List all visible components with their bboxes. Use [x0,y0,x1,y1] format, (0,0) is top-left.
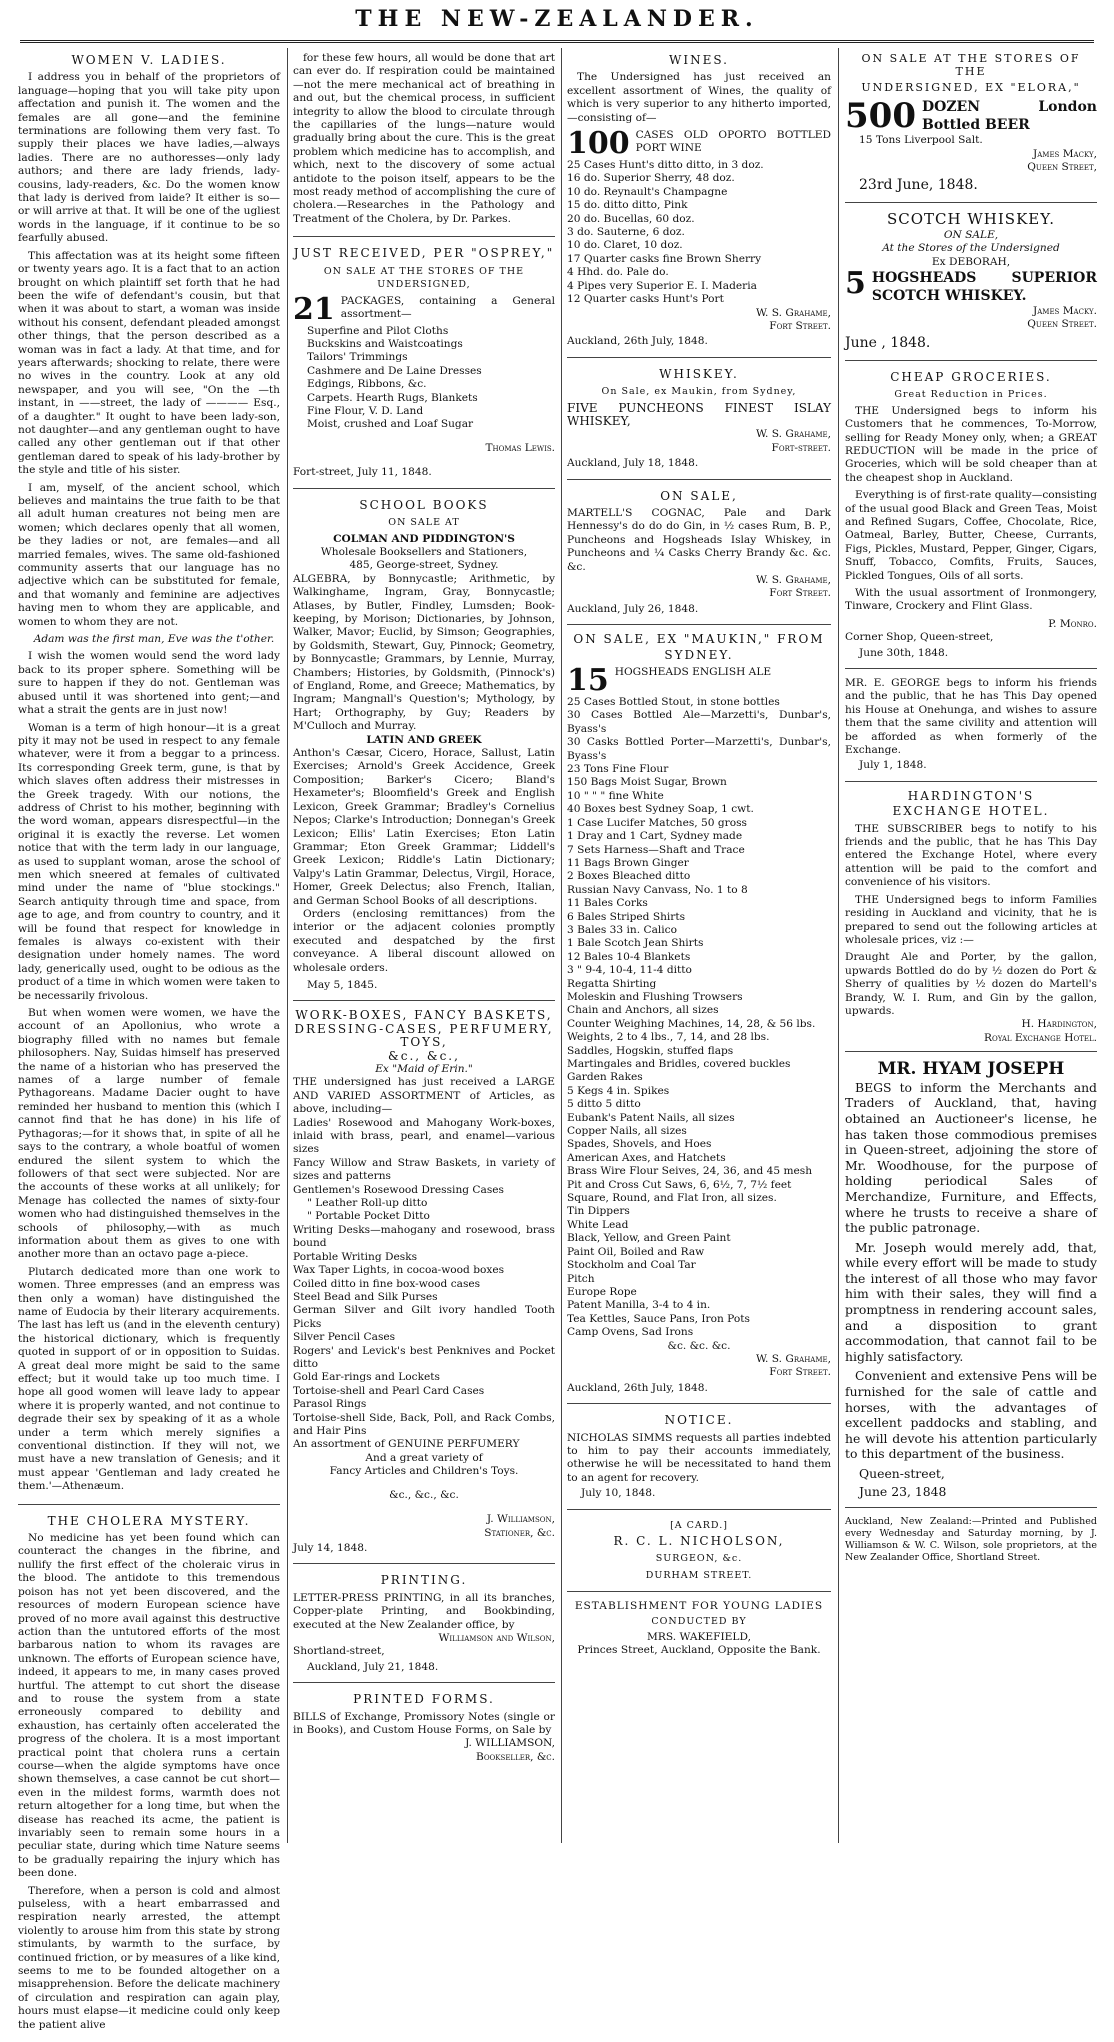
maukin-ad [567,629,831,1404]
cholera-article [18,1509,280,2042]
signature: Williamson and Wilson, [438,1632,555,1645]
list-item: Black, Yellow, and Green Paint [567,1232,731,1245]
list-item: 3 " 9-4, 10-4, 11-4 ditto [567,964,692,977]
ad-title: &c., &c., [388,1048,460,1063]
list-item: Pit and Cross Cut Saws, 6, 6½, 7, 7½ feet [567,1178,792,1191]
dateline: June 30th, 1848. [859,646,949,659]
list-item: 25 Cases Bottled Stout, in stone bottles [567,696,780,709]
list-item: American Axes, and Hatchets [567,1151,726,1164]
list-item: 23 Tons Fine Flour [567,763,669,776]
ad-number: 15 [567,663,609,699]
ad-intro: The Undersigned has just received an excellent assortment of Wines, the quality of which is very superior to any hitherto imported,—consisting of— [567,71,831,124]
ad-subtitle: At the Stores of the Undersigned [882,242,1060,255]
list-item: Portable Writing Desks [293,1250,418,1263]
card-address: DURHAM STREET. [645,1569,753,1581]
dateline: July 14, 1848. [293,1542,368,1554]
list-item: 30 Cases Bottled Ale—Marzetti's, Dunbar's, Byass's [567,709,831,735]
list-item: Brass Wire Flour Seives, 24, 36, and 45 mesh [567,1165,813,1178]
teacher-name: MRS. WAKEFIELD, [647,1631,751,1644]
paragraph: Draught Ale and Porter, by the gallon, upwards Bottled do do by ½ dozen do Port & Sherry of qualities by ½ dozen do Martell's Brandy, W. I. Rum, and Gin by the gallon, upwards. [845,951,1097,1017]
list-item: Tea Kettles, Sauce Pans, Iron Pots [567,1312,750,1325]
column-2 [293,48,555,1843]
ad-subtitle: ON SALE, [943,228,999,241]
wines-ad [567,48,831,358]
ad-title: PRINTING. [380,1573,468,1588]
list-item: Regatta Shirting [567,977,657,990]
list-item: 4 Pipes very Superior E. I. Maderia [567,279,757,292]
paragraph: This affectation was at its height some fifteen or twenty years ago. It is a fact that to an action brought on which plaintiff set forth that he had been the wife of defendant's cousin, but that when it was about to start, a woman was inside without his consent, defendant pleaded amongst other things, that the person described as a woman was in fact a lady. At that time, and for years afterwards; shocking to relate, there were no wives in the country. Look at any old newspaper, and you will see, "On the —th instant, in ——street, the lady of ———— Esq., of a daughter." It ought to have been lady-son, not daughter—and any gentleman ought to have called any other gentleman out if that other gentleman dared to speak of his lady-brother by the style and title of his sister. [18,249,280,477]
cognac-ad [567,484,831,626]
ad-title: UNDERSIGNED, EX "ELORA," [861,80,1081,94]
list-item: Fancy Articles and Children's Toys. [329,1465,519,1478]
list-item: Coiled ditto in fine box-wood cases [293,1277,481,1290]
list-item: Tin Dippers [567,1205,630,1218]
scotch-whiskey-ad [845,207,1097,360]
notice-ad [567,1408,831,1509]
list-item: 10 do. Reynault's Champagne [567,185,728,198]
list-item: And a great variety of [365,1451,483,1464]
list-item: Square, Round, and Flat Iron, all sizes. [567,1192,777,1205]
list-item: Weights, 2 to 4 lbs., 7, 14, and 28 lbs. [567,1031,770,1044]
list-item: 150 Bags Moist Sugar, Brown [567,776,727,789]
ad-subtitle: ON SALE AT THE STORES OF THE UNDERSIGNED, [323,265,525,291]
printing-ad [293,1568,555,1683]
list-item: " Leather Roll-up ditto [307,1197,428,1210]
paragraph: Therefore, when a person is cold and almost pulseless, with a heart embarrassed and respiration nearly arrested, the attempt violently to arouse him from this state by strong stimulants, by warmth to the surface, by continued friction, or by measures of a like kind, seems to me to be founded altogether on a misapprehension. Before the delicate machinery of circulation and respiration can again play, hours must elapse—it medicine could only keep the patient alive [18,1884,280,2031]
paragraph: Mr. Joseph would merely add, that, while every effort will be made to study the interest of all those who may favor him with their sales, they will find a promptness in rendering account sales, and a disposition to grant accommodation, that cannot fail to be highly satisfactory. [845,1239,1097,1364]
list-item: Chain and Anchors, all sizes [567,1004,719,1017]
address: Princes Street, Auckland, Opposite the Bank. [577,1644,821,1657]
ad-title: PRINTED FORMS. [353,1692,495,1707]
list-item: Garden Rakes [567,1071,643,1084]
osprey-ad [293,241,555,488]
ad-title: ON SALE, EX "MAUKIN," FROM [573,632,825,647]
list-item: Camp Ovens, Sad Irons [567,1326,694,1339]
column-rule [561,48,562,1843]
ad-title: HARDINGTON'S [907,788,1035,803]
list-item: Ladies' Rosewood and Mahogany Work-boxes, inlaid with brass, pearl, and enamel—various sizes [293,1116,555,1156]
list-item: Europe Rope [567,1285,637,1298]
list-item: 5 Kegs 4 in. Spikes [567,1084,670,1097]
paragraph: THE Undersigned begs to inform Families residing in Auckland and vicinity, that he is prepared to send out the following articles at wholesale prices, viz :— [845,893,1097,946]
ad-title: ON SALE AT THE STORES OF THE [861,52,1081,79]
signature: Royal Exchange Hotel. [984,1031,1097,1044]
list-item: 2 Boxes Bleached ditto [567,870,691,883]
list-item: Pitch [567,1272,595,1285]
list-item: 6 Bales Striped Shirts [567,910,686,923]
list-item: Rogers' and Levick's best Penknives and Pocket ditto [293,1344,555,1370]
ad-title: ESTABLISHMENT FOR YOUNG LADIES [574,1600,824,1613]
list-item: Tortoise-shell and Pearl Card Cases [293,1384,485,1397]
list-item: 25 Cases Hunt's ditto ditto, in 3 doz. [567,159,764,172]
list-item: Fancy Willow and Straw Baskets, in variety of sizes and patterns [293,1156,555,1183]
ad-body: FIVE PUNCHEONS FINEST ISLAY WHISKEY, [567,400,831,428]
list-item: Wax Taper Lights, in cocoa-wood boxes [293,1264,505,1277]
list-item: Martingales and Bridles, covered buckles [567,1058,791,1070]
list-item: Superfine and Pilot Cloths [307,324,449,337]
article-title: WOMEN V. LADIES. [71,53,227,67]
ad-title: JUST RECEIVED, PER "OSPREY," [293,246,555,261]
list-item: Copper Nails, all sizes [567,1125,687,1138]
ad-head: DOZEN London Bottled BEER [921,99,1097,134]
ad-body: BILLS of Exchange, Promissory Notes (single or in Books), and Custom House Forms, on Sale by [293,1710,555,1737]
card-ad [567,1514,831,1593]
dateline: June , 1848. [845,334,931,351]
place: Queen-street, [859,1466,945,1481]
ad-body: Orders (enclosing remittances) from the interior or the adjacent colonies promptly executed and despatched by the first conveyance. A liberal discount allowed on wholesale orders. [293,907,555,974]
signature: W. S. Grahame, [756,1352,831,1365]
ad-title: WORK-BOXES, FANCY BASKETS, [295,1008,553,1023]
signature: James Macky, [1032,147,1097,160]
ad-body: NICHOLAS SIMMS requests all parties indebted to him to pay their accounts immediately, otherwise he will be necessitated to hand them to an agent for recovery. [567,1431,831,1484]
list-item: Eubank's Patent Nails, all sizes [567,1111,735,1124]
paragraph: But when women were women, we have the account of an Apollonius, who wrote a biography filled with no names but female philosophers. Nay, Suidas himself has preserved the name of a historian who has preserved the names of a large number of female Pythagoreans. Madame Dacier ought to have reminded her husband to mention this (which I cannot find that he has done) in his life of Pythagoras;—for it shows that, in spite of all he says to the contrary, a whole boatful of women endured the silent system to which the followers of that sect were subjected. Nor are the accounts of these works at all unlikely; for Menage has collected the names of sixty-four women who had distinguished themselves in the schools of philosophy,—with as much information about them as gives to one with another more than an octavo page a-piece. [18,1007,280,1261]
list-item: Carpets. Hearth Rugs, Blankets [307,391,478,404]
ad-number: 500 [845,96,916,137]
signature: W. S. Grahame, [756,428,831,441]
ad-title: WINES. [669,53,729,67]
dateline: July 10, 1848. [581,1487,656,1500]
list-item: German Silver and Gilt ivory handled Tooth Picks [293,1304,555,1330]
signature: P. Monro. [1048,617,1097,630]
ad-title: MR. HYAM JOSEPH [877,1059,1065,1080]
list-item: 16 do. Superior Sherry, 48 doz. [567,172,735,185]
list-item: Spades, Shovels, and Hoes [567,1138,712,1151]
list-item: Tailors' Trimmings [307,351,408,364]
list-item: 12 Bales 10-4 Blankets [567,950,691,963]
list-item: 3 do. Sauterne, 6 doz. [567,226,685,239]
school-books-ad [293,493,555,1002]
list-item: 10 " " " fine White [567,789,664,802]
ship-name: Ex DEBORAH, [931,255,1011,268]
printed-forms-ad [293,1687,555,1770]
ad-body: Anthon's Cæsar, Cicero, Horace, Sallust, Latin Exercises; Arnold's Greek Accidence, Greek Composition; Barker's Cicero; Bland's Hexameter's; Bloomfield's Greek and English Lexicon, Greek Grammar; Bradley's Cornelius Nepos; Clarke's Introduction; Donnegan's Greek Lexicon; Ellis' Latin Exercises; Eton Latin Grammar; Eton Greek Grammar; Liddell's Greek Lexicon; Riddle's Latin Dictionary; Valpy's Latin Grammar, Delectus, Virgil, Horace, Homer, Greek Delectus; also French, Italian, and German School Books of all descriptions. [293,747,555,907]
list-item: Edgings, Ribbons, &c. [307,378,427,391]
verse: Adam was the first man, Eve was the t'other. [33,633,275,646]
list-item: Silver Pencil Cases [293,1331,396,1344]
dateline: Auckland, July 21, 1848. [307,1660,439,1673]
george-ad [845,673,1097,782]
signature: Bookseller, &c. [476,1750,555,1763]
list-item: Gold Ear-rings and Lockets [293,1371,440,1384]
signature: W. S. Grahame, [756,574,831,586]
list-item: Moleskin and Flushing Trowsers [567,990,743,1003]
work-boxes-ad [293,1005,555,1564]
women-article [18,48,280,1505]
etc: &c., &c., &c. [389,1489,459,1502]
item-list [567,159,831,306]
item-list [293,1117,555,1479]
ad-body: MR. E. GEORGE begs to inform his friends and the public, that he has This Day opened his House at Onehunga, and wishes to assure them that the same civility and attention will be afforded as when formerly of the Exchange. [845,677,1097,757]
article-title: THE CHOLERA MYSTERY. [47,1513,251,1528]
list-item: Saddles, Hogskin, stuffed flaps [567,1044,734,1057]
list-item: 40 Boxes best Sydney Soap, 1 cwt. [567,803,754,816]
ad-title: WHISKEY. [659,366,739,381]
list-item: Parasol Rings [293,1398,367,1411]
paragraph: No medicine has yet been found which can counteract the changes in the fibrine, and nullify the first effect of the choleraic virus in the blood. The antidote to this tremendous poison has not yet been discovered, and the resources of modern European science have proved of no more avail against this destructive action than the untutored efforts of the most barbarous nation to whom its ravages are unknown. The efforts of European science have, indeed, it appears to me, in many cases proved hurtful. The attempt to cut short the disease and to rouse the system from a state erroneously compared to debility and exhaustion, has certainly often accelerated the progress of the cholera. It is a most important practical point that cholera runs a certain course—when the algide symptoms have once shown themselves, a case cannot be cut short—even in the mildest forms, warmth does not return altogether for a long time, but when the disease has reached its acme, the patient is invariably seen to remain some hours in a peculiar state, during which time Nature seems to be gradually repairing the injury which has been done. [18,1532,280,1880]
ad-number: 5 [845,266,866,302]
list-item: " Portable Pocket Ditto [307,1210,430,1223]
young-ladies-ad [567,1596,831,1664]
signature: Stationer, &c. [484,1526,555,1539]
list-item: Stockholm and Coal Tar [567,1259,696,1272]
list-item: 3 Bales 33 in. Calico [567,923,677,936]
ad-line: 15 Tons Liverpool Salt. [859,134,983,147]
list-item: 1 Case Lucifer Matches, 50 gross [567,816,747,829]
signature: J. WILLIAMSON, [465,1737,555,1750]
paragraph: With the usual assortment of Ironmongery, Tinware, Crockery and Flint Glass. [845,586,1097,613]
list-item: Paint Oil, Boiled and Raw [567,1245,705,1258]
signature: Fort Street. [769,587,831,600]
list-item: 1 Bale Scotch Jean Shirts [567,937,704,950]
paragraph: THE Undersigned begs to inform his Customers that he commences, To-Morrow, selling for Ready Money only, when; a GREAT REDUCTION will be made in the price of Groceries, which will be sold cheaper than at the cheapest shop in Auckland. [845,404,1097,484]
ship-name: Ex "Maid of Erin." [375,1063,473,1075]
list-item: An assortment of GENUINE PERFUMERY [293,1438,520,1451]
signature: W. S. Grahame, [756,306,831,319]
signature: Thomas Lewis. [485,442,555,455]
list-item: Russian Navy Canvass, No. 1 to 8 [567,883,748,896]
paragraph: Convenient and extensive Pens will be furnished for the sale of cattle and horses, with the advantages of excellent paddocks and stabling, and he will devote his attention particularly to this department of the business. [845,1368,1097,1462]
dateline: May 5, 1845. [307,978,378,991]
ad-title: NOTICE. [664,1413,734,1428]
column-1 [18,48,280,2031]
signature: H. Hardington, [1021,1018,1097,1031]
paragraph: I wish the women would send the word lady back to its proper sphere. Something will be sure to happen if they do not. Gentleman was abused until it was shortened into gent;—and what a strait the gents are in just now! [18,650,280,717]
signature: J. Williamson, [486,1513,555,1526]
signature: Queen Street, [1027,161,1097,174]
list-item: 4 Hhd. do. Pale do. [567,266,669,279]
paragraph: I am, myself, of the ancient school, which believes and maintains the true faith to be that all adult human creatures not being men are women; which declares openly that all women, be they ladies or not, are females—and all married females, wives. The same old-fashioned community asserts that our language has no adjective which can be substituted for female, and that womanly and feminine are adjectives having men to whom they are applicable, and women to whom they are not. [18,481,280,628]
ad-subtitle: CONDUCTED BY [651,1615,747,1627]
dateline: 23rd June, 1848. [859,177,978,194]
ad-intro: PACKAGES, containing a General assortment— [340,294,555,320]
dateline: June 23, 1848 [859,1483,947,1499]
hotel-ad [845,786,1097,1052]
list-item: Gentlemen's Rosewood Dressing Cases [293,1183,504,1196]
place: Shortland-street, [293,1645,385,1658]
section-title: LATIN AND GREEK [366,733,482,746]
list-item: White Lead [567,1218,629,1231]
ad-title: CHEAP GROCERIES. [890,369,1052,384]
dateline: Auckland, July 18, 1848. [567,457,699,470]
elora-ad [845,48,1097,203]
paragraph: THE SUBSCRIBER begs to notify to his friends and the public, that he has This Day entered the Exchange Hotel, where every attention will be paid to the comfort and convenience of his visitors. [845,822,1097,889]
list-item: &c. &c. &c. [667,1339,731,1352]
ad-title: ON SALE, [660,488,738,503]
list-item: Counter Weighing Machines, 14, 28, & 56 lbs. [567,1017,816,1030]
paragraph: Woman is a term of high honour—it is a great pity it may not be used in respect to any female whatever, were it from a beggar to a princess. Its corresponding Greek term, gune, is that by which slaves often address their mistresses in the Greek tragedy. With our notions, the address of Christ to his mother, beginning with the word woman, appears disrespectful—in the original it is exactly the reverse. Let women notice that with the term lady in our language, as used to supplant woman, arose the school of men which sneered at females of cultivated mind under the name of "blue stockings." Search antiquity through time and space, from age to age, and from country to country, and it will be found that respect for knowledge in females is always co-existent with their designation under homely names. The word lady, generically used, ought to be odious as the product of a time in which women were taken to be necessarily frivolous. [18,721,280,1002]
list-item: Buckskins and Waistcoatings [307,337,463,350]
ad-number: 100 [567,126,630,162]
address: 485, George-street, Sydney. [349,559,499,572]
signature: Fort Street. [769,319,831,332]
dateline: Auckland, July 26, 1848. [567,602,699,615]
paragraph: I address you in behalf of the proprietors of language—hoping that you will take pity upon affectation and punish it. The women and the females are all gone—and the feminine terminations are following them very fast. To supply their places we have ladies,—always ladies. There are no authoresses—only lady authors; and there are lady friends, lady-cousins, lady-readers, &c. Do the women know that lady is derived from laide? It either is so—or will arrive at that. It will be one of the ugliest words in the language, if it continue to be so fearfully abused. [18,71,280,245]
ad-subtitle: ON SALE AT [388,517,460,529]
ad-number: 21 [293,291,335,327]
ad-title: SYDNEY. [664,647,734,662]
ad-head: HOGSHEADS SUPERIOR SCOTCH WHISKEY. [871,270,1097,305]
groceries-ad [845,365,1097,669]
ad-subtitle: On Sale, ex Maukin, from Sydney, [601,386,797,398]
ad-title: DRESSING-CASES, PERFUMERY, TOYS, [294,1021,554,1050]
card-label: [A CARD.] [670,1519,728,1531]
list-item: Patent Manilla, 3-4 to 4 in. [567,1299,711,1312]
joseph-ad [845,1056,1097,1508]
list-item: Tortoise-shell Side, Back, Poll, and Rack Combs, and Hair Pins [293,1411,555,1437]
dateline: Fort-street, July 11, 1848. [293,466,432,479]
list-item: Cashmere and De Laine Dresses [307,364,482,377]
imprint-text: Auckland, New Zealand:—Printed and Published every Wednesday and Saturday morning, by J. Williamson & W. C. Wilson, sole proprietors, at the New Zealander Office, Shortland Street. [845,1516,1097,1564]
place: Corner Shop, Queen-street, [845,631,994,644]
address: Wholesale Booksellers and Stationers, [320,545,528,558]
list-item: 15 do. ditto ditto, Pink [567,199,688,212]
paragraph: for these few hours, all would be done that art can ever do. If respiration could be maintained—not the mere mechanical act of breathing in and out, but the chemical process, in sufficient integrity to allow the blood to circulate through the capillaries of the lungs—nature would gradually bring about the cure. This is the great problem which medicine has to accomplish, and which, next to the discovery of some actual antidote to the poison itself, appears to be the most ready method of accomplishing the cure of cholera.—Researches in the Pathology and Treatment of the Cholera, by Dr. Parkes. [293,52,555,225]
paragraph: BEGS to inform the Merchants and Traders of Auckland, that, having obtained an Auctioneer's license, he has taken those commodious premises in Queen-street, adjoining the store of Mr. Woodhouse, for the purpose of holding periodical Sales of Merchandize, Furniture, and Effects, where he trusts to receive a share of the public patronage. [845,1079,1097,1236]
list-item: 5 ditto 5 ditto [567,1098,641,1111]
masthead: THE NEW-ZEALANDER. [20,6,1094,43]
list-item: 11 Bales Corks [567,897,648,910]
card-role: SURGEON, &c. [655,1553,743,1565]
dateline: Auckland, 26th July, 1848. [567,1381,708,1394]
list-item: Writing Desks—mahogany and rosewood, brass bound [293,1223,555,1250]
ad-title: SCHOOL BOOKS [359,497,489,512]
card-name: R. C. L. NICHOLSON, [613,1534,785,1548]
list-item: Moist, crushed and Loaf Sugar [307,418,474,431]
column-rule [838,48,839,1843]
list-item: 1 Dray and 1 Cart, Sydney made [567,830,743,843]
ad-body: ALGEBRA, by Bonnycastle; Arithmetic, by Walkinghame, Ingram, Gray, Bonnycastle; Atlases, by Butler, Findley, Lumsden; Book-keeping, by Morison; Dictionaries, by Johnson, Walker, Mavor; Euclid, by Simson; Geographies, by Goldsmith, Stewart, Guy, Pinnock; Geometry, by Bonnycastle; Grammars, by Lennie, Murray, Chambers; Histories, by Goldsmith, (Pinnock's) of England, Rome, and Greece; Mathematics, by Ingram; Mangnall's Question's; Mythology, by Hart; Orthography, by Guy; Readers by M'Culloch and Murray. [293,572,555,733]
ad-subtitle: Great Reduction in Prices. [894,389,1048,401]
signature: Fort Street. [769,1366,831,1379]
signature: James Macky. [1032,305,1097,318]
firm-name: COLMAN AND PIDDINGTON'S [333,532,515,545]
list-item: 20 do. Bucellas, 60 doz. [567,212,695,225]
item-list [293,325,555,432]
imprint [845,1512,1097,1570]
column-3 [567,48,831,1843]
ad-intro: THE undersigned has just received a LARGE AND VARIED ASSORTMENT of Articles, as above, including— [293,1076,555,1116]
list-item: Fine Flour, V. D. Land [307,404,424,417]
paragraph: Everything is of first-rate quality—consisting of the usual good Black and Green Teas, Moist and Refined Sugars, Coffee, Chocolate, Rice, Oatmeal, Barley, Butter, Cheese, Currants, Figs, Pickles, Mustard, Pepper, Ginger, Cigars, Snuff, Tobacco, Comfits, Fruits, Sauces, Pickled Tongues, Oils of all sorts. [845,489,1097,582]
ad-body: LETTER-PRESS PRINTING, in all its branches, Copper-plate Printing, and Bookbinding, executed at the New Zealander office, by [293,1591,555,1631]
ad-head: HOGSHEADS ENGLISH ALE [614,666,772,679]
list-item: 17 Quarter casks fine Brown Sherry [567,252,762,265]
dateline: July 1, 1848. [859,759,927,772]
signature: Fort-street. [771,441,831,454]
column-4 [845,48,1097,1843]
cholera-continued [293,48,555,237]
ad-title: SCOTCH WHISKEY. [887,210,1055,229]
whiskey-ad [567,362,831,480]
list-item: 7 Sets Harness—Shaft and Trace [567,843,745,856]
ad-head: CASES OLD OPORTO BOTTLED PORT WINE [635,129,831,155]
column-rule [287,48,288,1843]
dateline: Auckland, 26th July, 1848. [567,335,708,348]
ad-title: EXCHANGE HOTEL. [892,804,1050,819]
list-item: Steel Bead and Silk Purses [293,1290,438,1303]
item-list [567,696,831,1353]
paragraph: Plutarch dedicated more than one work to women. Three empresses (and an empress was then only a woman) have distinguished the name of Eudocia by their literary acquirements. The last has left us (and in the eleventh century) the historical dictionary, which is frequently quoted in support of or in opposition to Suidas. A great deal more might be said to the same effect; but it would take up too much time. I hope all good women will leave lady to appear where it is properly wanted, and not continue to degrade their sex by speaking of it as a whole under a term which merely signifies a conventional distinction. If they will not, we must have a new translation of Genesis; and it must appear 'Gentleman and lady created he them.'—Athenæum. [18,1265,280,1493]
ad-body: MARTELL'S COGNAC, Pale and Dark Hennessy's do do do Gin, in ½ cases Rum, B. P., Puncheons and Hogsheads Islay Whiskey, in Puncheons and ¼ Casks Cherry Brandy &c. &c. &c. [567,506,831,573]
list-item: 30 Casks Bottled Porter—Marzetti's, Dunbar's, Byass's [567,736,831,762]
list-item: 12 Quarter casks Hunt's Port [567,293,724,306]
list-item: 11 Bags Brown Ginger [567,856,689,869]
list-item: 10 do. Claret, 10 doz. [567,239,683,252]
signature: Queen Street. [1027,318,1097,331]
